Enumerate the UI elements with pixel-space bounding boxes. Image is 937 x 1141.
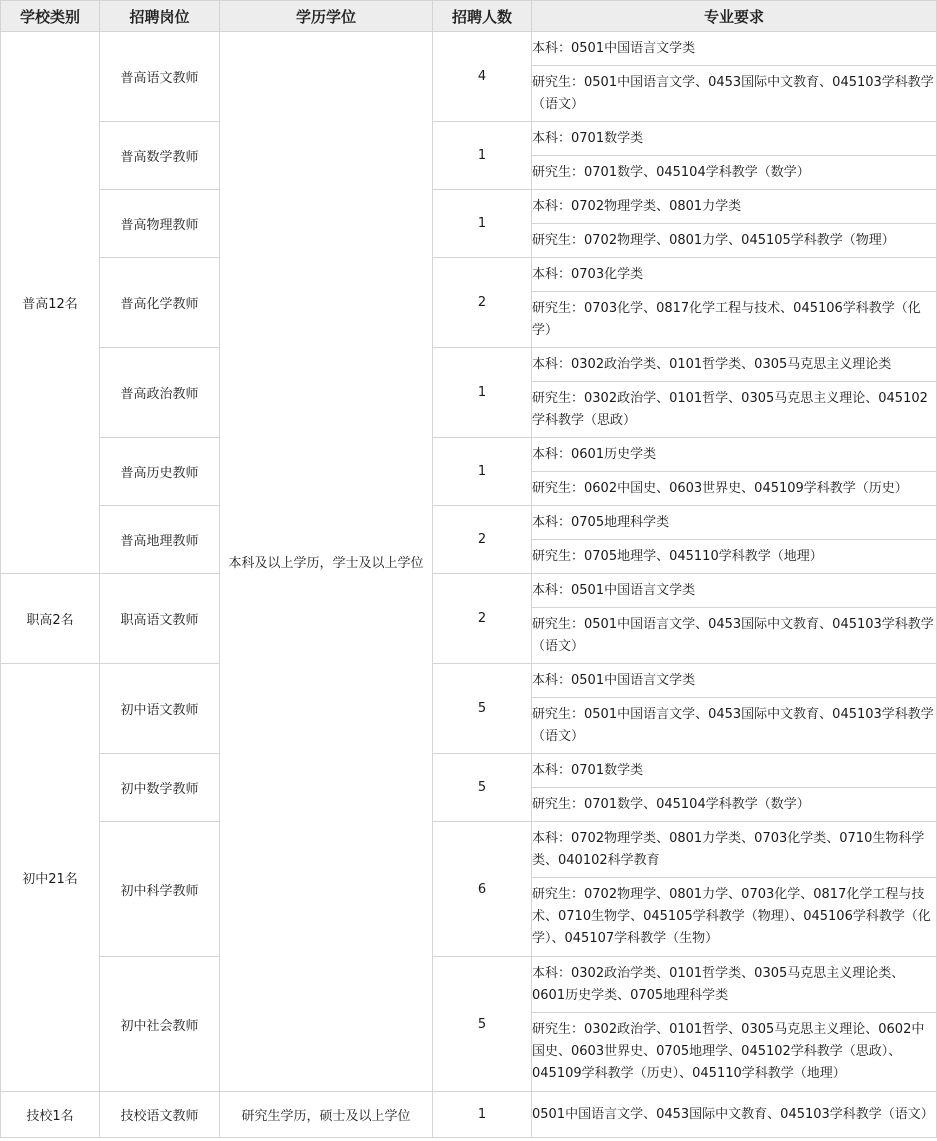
category-cell: 技校1名 [1,1092,100,1138]
category-cell: 职高2名 [1,574,100,664]
count-cell: 6 [433,822,532,957]
category-cell: 普高12名 [1,32,100,574]
position-cell: 普高化学教师 [100,258,220,348]
count-cell: 2 [433,574,532,664]
undergrad-requirement: 本科：0501中国语言文学类 [532,32,937,66]
header-count: 招聘人数 [433,1,532,32]
grad-requirement: 研究生：0302政治学、0101哲学、0305马克思主义理论、0602中国史、0603世界史、0705地理学、045102学科教学（思政）、045109学科教学（历史）、045110学科教学（地理） [532,1013,937,1092]
count-cell: 5 [433,754,532,822]
count-cell: 5 [433,664,532,754]
undergrad-requirement: 本科：0501中国语言文学类 [532,664,937,698]
position-cell: 初中数学教师 [100,754,220,822]
position-cell: 初中社会教师 [100,957,220,1092]
undergrad-requirement: 本科：0702物理学类、0801力学类、0703化学类、0710生物科学类、040102科学教育 [532,822,937,878]
undergrad-requirement: 本科：0302政治学类、0101哲学类、0305马克思主义理论类 [532,348,937,382]
undergrad-requirement: 本科：0701数学类 [532,122,937,156]
undergrad-requirement: 本科：0601历史学类 [532,438,937,472]
header-major-requirement: 专业要求 [532,1,937,32]
undergrad-requirement: 本科：0703化学类 [532,258,937,292]
grad-requirement: 研究生：0602中国史、0603世界史、045109学科教学（历史） [532,472,937,506]
position-cell: 普高政治教师 [100,348,220,438]
header-position: 招聘岗位 [100,1,220,32]
position-cell: 初中科学教师 [100,822,220,957]
position-cell: 普高物理教师 [100,190,220,258]
grad-requirement: 研究生：0701数学、045104学科教学（数学） [532,788,937,822]
count-cell: 1 [433,122,532,190]
position-cell: 初中语文教师 [100,664,220,754]
count-cell: 1 [433,438,532,506]
table-row [1,664,937,698]
count-cell: 5 [433,957,532,1092]
table-row [1,438,937,472]
grad-requirement: 研究生：0302政治学、0101哲学、0305马克思主义理论、045102学科教学（思政） [532,382,937,438]
table-row [1,506,937,540]
education-cell: 研究生学历，硕士及以上学位 [220,1092,433,1138]
grad-requirement: 研究生：0702物理学、0801力学、045105学科教学（物理） [532,224,937,258]
header-row [1,1,937,32]
count-cell: 2 [433,258,532,348]
undergrad-requirement: 本科：0702物理学类、0801力学类 [532,190,937,224]
grad-requirement: 研究生：0501中国语言文学、0453国际中文教育、045103学科教学（语文） [532,608,937,664]
grad-requirement: 研究生：0702物理学、0801力学、0703化学、0817化学工程与技术、0710生物学、045105学科教学（物理）、045106学科教学（化学）、045107学科教学（生物） [532,878,937,957]
count-cell: 1 [433,1092,532,1138]
table-row [1,1092,937,1138]
count-cell: 1 [433,190,532,258]
table-row [1,822,937,878]
grad-requirement: 研究生：0701数学、045104学科教学（数学） [532,156,937,190]
table-row [1,32,937,66]
header-education: 学历学位 [220,1,433,32]
grad-requirement: 研究生：0705地理学、045110学科教学（地理） [532,540,937,574]
education-cell: 本科及以上学历，学士及以上学位 [220,32,433,1092]
grad-requirement: 研究生：0501中国语言文学、0453国际中文教育、045103学科教学（语文） [532,698,937,754]
position-cell: 普高地理教师 [100,506,220,574]
count-cell: 2 [433,506,532,574]
grad-requirement: 研究生：0501中国语言文学、0453国际中文教育、045103学科教学（语文） [532,66,937,122]
position-cell: 普高数学教师 [100,122,220,190]
count-cell: 4 [433,32,532,122]
undergrad-requirement: 本科：0701数学类 [532,754,937,788]
major-requirement: 0501中国语言文学、0453国际中文教育、045103学科教学（语文） [532,1092,937,1138]
table-row [1,122,937,156]
table-row [1,754,937,788]
table-row [1,258,937,292]
header-school-type: 学校类别 [1,1,100,32]
position-cell: 职高语文教师 [100,574,220,664]
undergrad-requirement: 本科：0501中国语言文学类 [532,574,937,608]
table-row [1,348,937,382]
grad-requirement: 研究生：0703化学、0817化学工程与技术、045106学科教学（化学） [532,292,937,348]
undergrad-requirement: 本科：0302政治学类、0101哲学类、0305马克思主义理论类、0601历史学类、0705地理科学类 [532,957,937,1013]
category-cell: 初中21名 [1,664,100,1092]
table-row [1,190,937,224]
position-cell: 普高历史教师 [100,438,220,506]
table-row [1,574,937,608]
position-cell: 普高语文教师 [100,32,220,122]
position-cell: 技校语文教师 [100,1092,220,1138]
table-row [1,957,937,1013]
undergrad-requirement: 本科：0705地理科学类 [532,506,937,540]
count-cell: 1 [433,348,532,438]
